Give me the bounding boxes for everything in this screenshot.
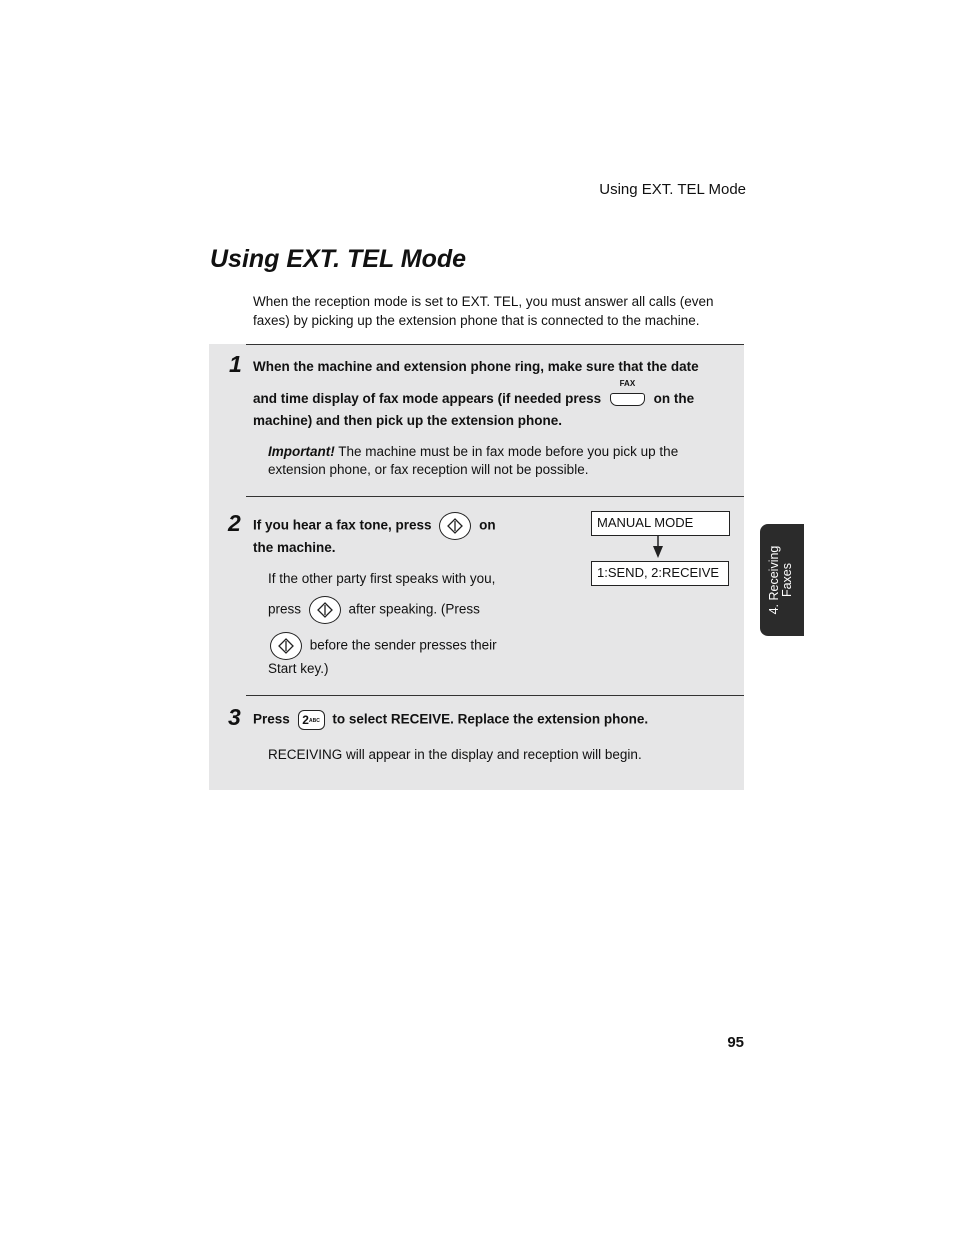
intro-line: When the reception mode is set to EXT. TEL, you must answer all calls (even <box>253 294 714 309</box>
step-text: machine) and then pick up the extension phone. <box>253 413 563 428</box>
start-key-icon <box>270 632 302 660</box>
step-detail <box>270 632 497 660</box>
page-title: Using EXT. TEL Mode <box>210 245 467 273</box>
divider <box>246 344 744 345</box>
divider <box>246 496 744 497</box>
chapter-tab-label <box>768 524 794 636</box>
divider <box>246 695 744 696</box>
running-header: Using EXT. TEL Mode <box>599 181 746 198</box>
step-text-part: and time display of fax mode appears (if needed press <box>253 391 602 406</box>
step-detail-part: before the sender presses their <box>309 637 497 653</box>
page-number: 95 <box>727 1034 744 1051</box>
display-manual-mode: MANUAL MODE <box>591 511 730 536</box>
step-detail-part: after speaking. (Press <box>348 601 480 617</box>
start-key-icon <box>439 512 471 540</box>
step-detail: Start key.) <box>268 661 329 676</box>
step-detail: If the other party first speaks with you, <box>268 571 496 586</box>
step-text <box>253 512 496 540</box>
step-text <box>253 710 648 730</box>
step-detail: RECEIVING will appear in the display and reception will begin. <box>268 747 642 762</box>
important-label: Important! <box>268 444 335 459</box>
step-detail <box>268 596 480 624</box>
key-letters: ABC <box>308 718 320 724</box>
chapter-tab <box>760 524 804 636</box>
step-number: 1 <box>229 351 242 377</box>
step-text-part: Press <box>253 711 290 727</box>
step-detail-part: press <box>268 601 302 617</box>
important-note <box>268 444 678 459</box>
fax-key-label: FAX <box>619 379 636 388</box>
intro-paragraph <box>253 293 743 330</box>
step-text <box>253 379 695 406</box>
step-text-part: on <box>479 517 496 533</box>
step-number: 3 <box>228 704 241 730</box>
step-text: the machine. <box>253 540 336 555</box>
step-text-part: If you hear a fax tone, press <box>253 517 432 533</box>
important-text: The machine must be in fax mode before you pick up the <box>334 444 679 459</box>
chapter-tab-line: 4. Receiving <box>767 545 781 615</box>
fax-key-icon <box>610 379 645 406</box>
key-digit: 2 <box>302 713 309 727</box>
important-note-line: extension phone, or fax reception will not be possible. <box>268 462 589 477</box>
step-number: 2 <box>228 510 241 536</box>
arrow-down-icon <box>652 536 664 560</box>
intro-line: faxes) by picking up the extension phone that is connected to the machine. <box>253 312 700 328</box>
step-text: When the machine and extension phone ring, make sure that the date <box>253 359 699 374</box>
step-text-part: to select RECEIVE. Replace the extension phone. <box>332 711 649 727</box>
chapter-tab-line: Faxes <box>780 562 794 598</box>
start-key-icon <box>309 596 341 624</box>
step-text-part: on the <box>653 391 695 406</box>
key-2-icon <box>298 710 325 730</box>
display-send-receive: 1:SEND, 2:RECEIVE <box>591 561 729 586</box>
